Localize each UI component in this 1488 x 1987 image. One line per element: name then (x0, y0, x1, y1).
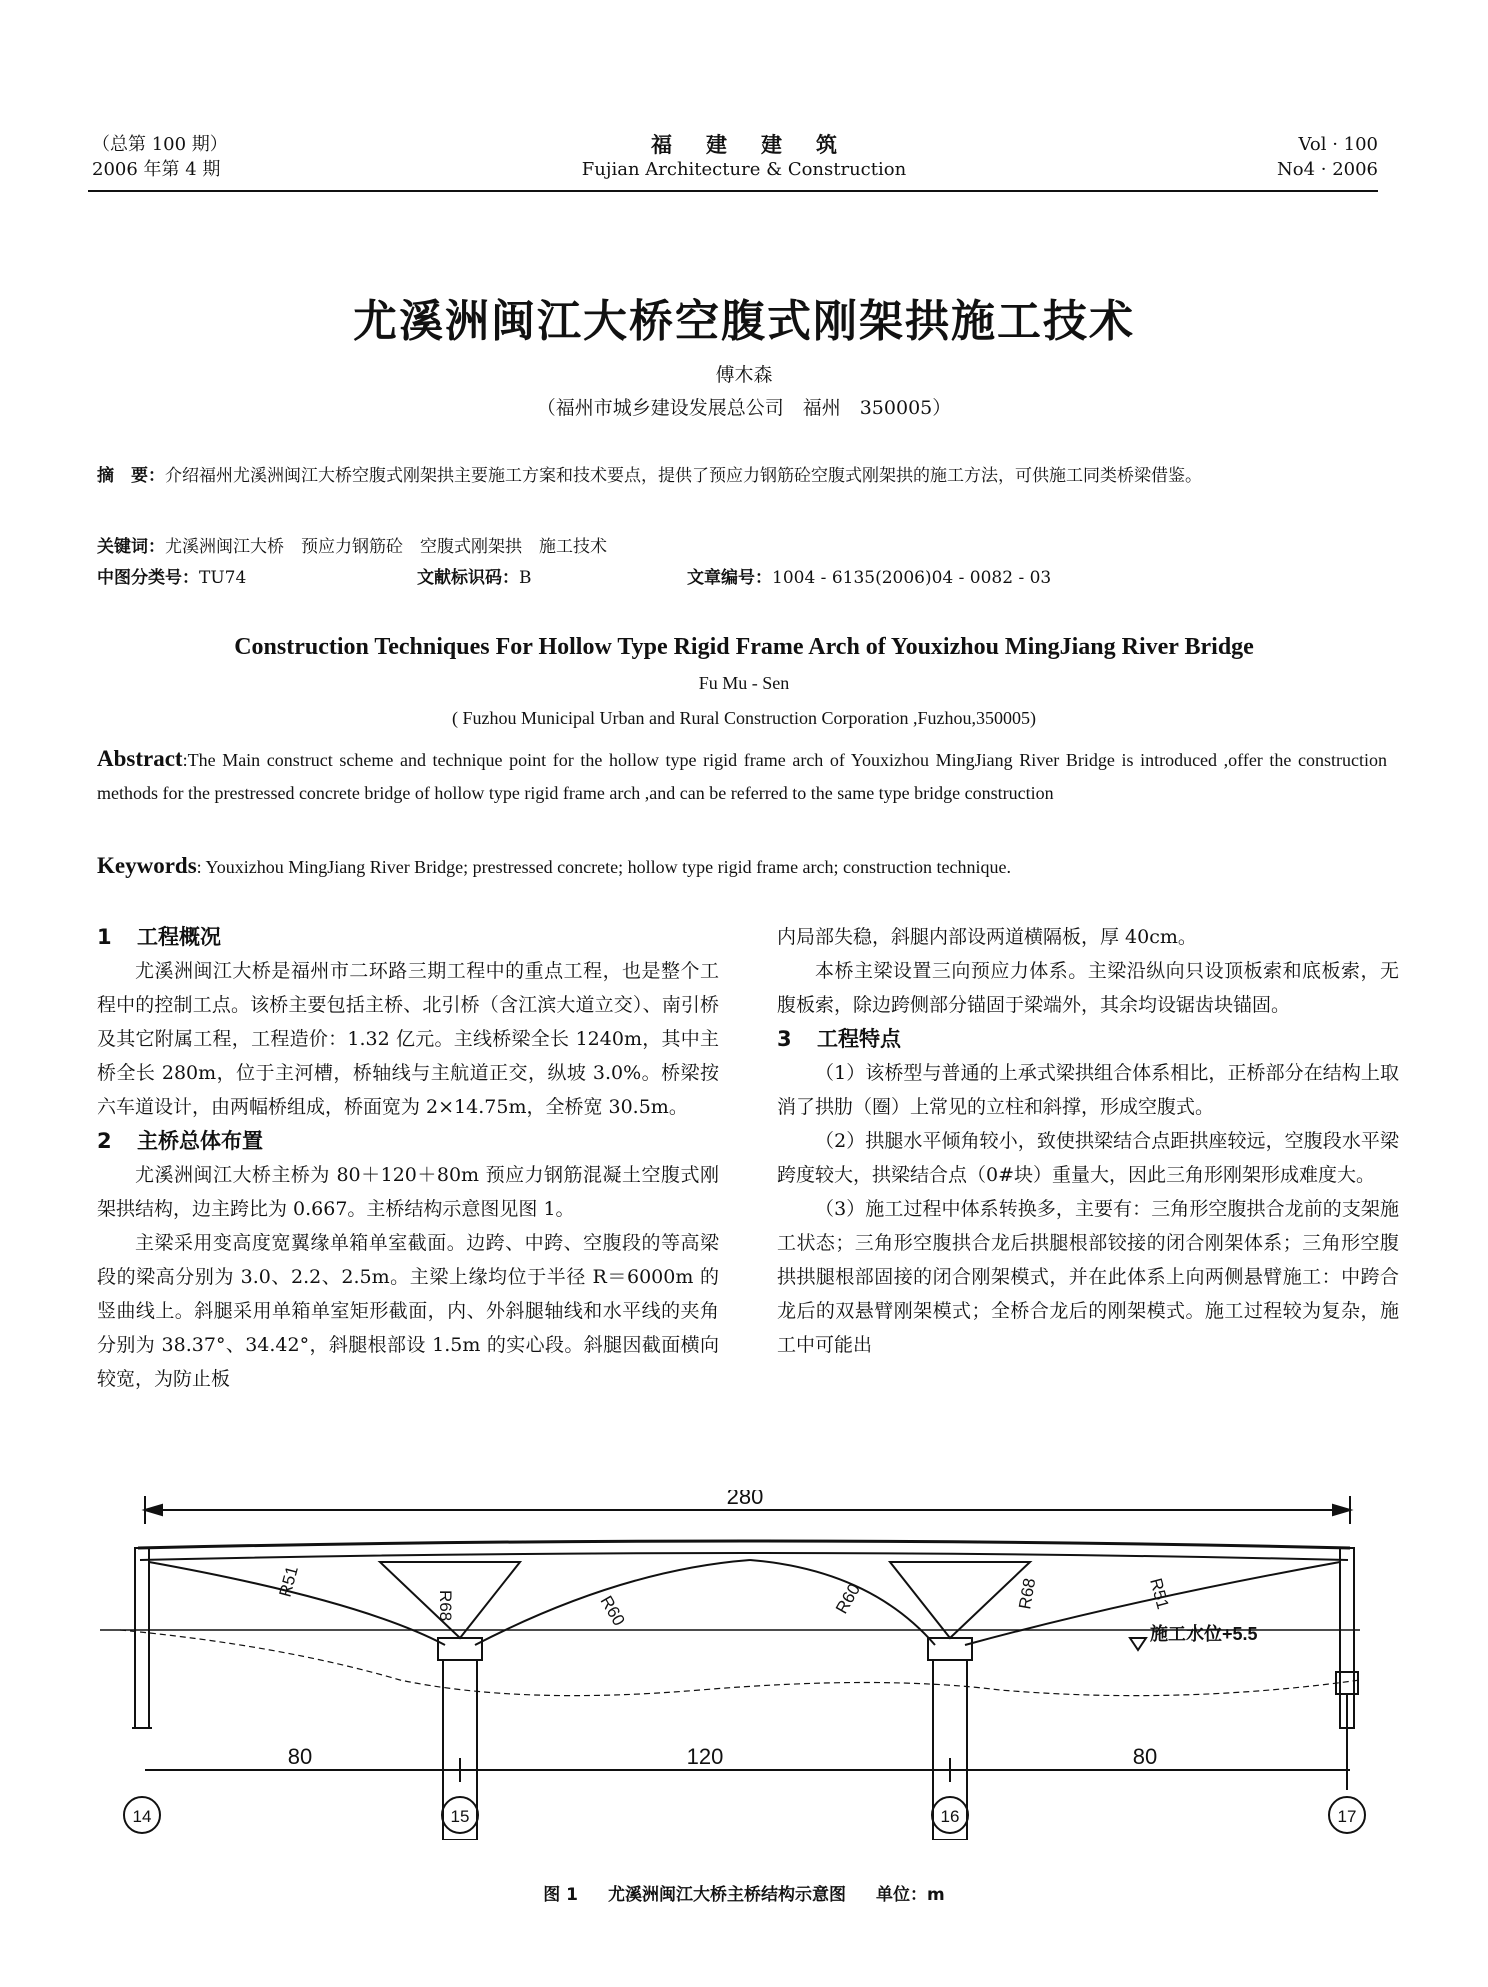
section-3-number: 3 (777, 1027, 792, 1051)
section-2-heading (97, 1124, 719, 1158)
span-right-label: 80 (1132, 1744, 1158, 1769)
water-level-symbol-icon (1130, 1638, 1146, 1650)
abstract-cn-label: 摘 要： (97, 466, 165, 486)
section-3-heading (777, 1022, 1399, 1056)
pier-number-14: 14 (132, 1807, 152, 1826)
paper-affiliation: （福州市城乡建设发展总公司 福州 350005） (536, 397, 952, 419)
body-left-column (97, 920, 719, 1396)
section-2-paragraph-3: 本桥主梁设置三向预应力体系。主梁沿纵向只设顶板索和底板索，无腹板索，除边跨侧部分锚固于梁端外，其余均设锯齿块锚固。 (777, 960, 1399, 1016)
section-1-title: 工程概况 (137, 925, 221, 949)
bridge-deck-bottom (140, 1553, 1348, 1560)
journal-name-en: Fujian Architecture & Construction (581, 159, 907, 180)
pier-number-17: 17 (1337, 1807, 1357, 1826)
section-1-paragraph-1: 尤溪洲闽江大桥是福州市二环路三期工程中的重点工程，也是整个工程中的控制工点。该桥主要包括主桥、北引桥（含江滨大道立交）、南引桥及其它附属工程，工程造价：1.32 亿元。主线桥梁全长 1240m，其中主桥全长 280m，位于主河槽，桥轴线与主航道正交，纵坡 3.0%。桥梁按六车道设计，由两幅桥组成，桥面宽为 2×14.75m，全桥宽 30.5m。 (97, 960, 719, 1118)
pier-15-cap (438, 1638, 482, 1660)
dimension-arrow-left (145, 1505, 162, 1515)
clc-item (97, 564, 417, 593)
figure-caption (0, 1880, 1488, 1905)
issue-year: 2006 年第 4 期 (92, 159, 221, 180)
paper-title: 尤溪洲闽江大桥空腹式刚架拱施工技术 (353, 296, 1135, 347)
section-1-heading (97, 920, 719, 954)
pier-16-triangle-frame (890, 1562, 1030, 1638)
abstract-cn (97, 462, 1387, 491)
clc-label: 中图分类号： (97, 568, 199, 588)
header-rule (88, 190, 1378, 192)
radius-label-3: R60 (596, 1592, 629, 1630)
volume: Vol · 100 (1298, 134, 1378, 155)
dimension-arrow-right (1333, 1505, 1350, 1515)
section-2-number: 2 (97, 1129, 112, 1153)
clc-value: TU74 (199, 568, 247, 588)
english-title: Construction Techniques For Hollow Type Rigid Frame Arch of Youxizhou MingJiang River Bridge (234, 634, 1254, 660)
section-3-item-1: （1）该桥型与普通的上承式梁拱组合体系相比，正桥部分在结构上取消了拱肋（圈）上常见的立柱和斜撑，形成空腹式。 (777, 1062, 1399, 1118)
journal-name-cn: 福建建筑 (651, 132, 871, 157)
section-3-title: 工程特点 (817, 1027, 901, 1051)
article-number-item (687, 564, 1051, 593)
issue-info (92, 132, 228, 182)
diagram-lines (100, 1496, 1365, 1840)
bridge-deck-top (138, 1541, 1350, 1548)
keywords-cn-label: 关键词： (97, 537, 165, 557)
classification-row (97, 564, 1387, 593)
radius-label-4: R60 (832, 1580, 865, 1617)
section-2-paragraph-1: 尤溪洲闽江大桥主桥为 80＋120＋80m 预应力钢筋混凝土空腹式刚架拱结构，边主跨比为 0.667。主桥结构示意图见图 1。 (97, 1164, 719, 1220)
water-level-label: 施工水位+5.5 (1150, 1624, 1258, 1644)
section-2-paragraph-2-continued: 内局部失稳，斜腿内部设两道横隔板，厚 40cm。 (777, 926, 1197, 948)
keywords-cn (97, 533, 1387, 562)
pier-number-16: 16 (940, 1807, 960, 1826)
radius-label-1: R51 (275, 1563, 302, 1600)
total-span-label: 280 (726, 1490, 764, 1509)
article-number-value: 1004 - 6135(2006)04 - 0082 - 03 (772, 568, 1052, 588)
figure-caption-text: 尤溪洲闽江大桥主桥结构示意图 (608, 1885, 847, 1905)
keywords-cn-text: 尤溪洲闽江大桥 预应力钢筋砼 空腹式刚架拱 施工技术 (165, 537, 607, 557)
radius-label-6: R51 (1146, 1576, 1173, 1612)
section-2-paragraph-2: 主梁采用变高度宽翼缘单箱单室截面。边跨、中跨、空腹段的等高梁段的梁高分别为 3.0、2.2、2.5m。主梁上缘均位于半径 R＝6000m 的竖曲线上。斜腿采用单箱单室矩形截面，内、外斜腿轴线和水平线的夹角分别为 38.37°、34.42°，斜腿根部设 1.5m 的实心段。斜腿因截面横向较宽，为防止板 (97, 1232, 719, 1390)
doc-code-item (417, 564, 687, 593)
doc-code-label: 文献标识码： (417, 568, 519, 588)
pier-number-15: 15 (450, 1807, 470, 1826)
issue-total: （总第 100 期） (92, 134, 228, 155)
radius-label-2: R68 (436, 1590, 455, 1622)
section-1-number: 1 (97, 925, 112, 949)
abutment-left (135, 1548, 149, 1728)
bridge-elevation-diagram (100, 1490, 1390, 1840)
section-3-item-2: （2）拱腿水平倾角较小，致使拱梁结合点距拱座较远，空腹段水平梁跨度较大，拱梁结合点（0#块）重量大，因此三角形刚架形成难度大。 (777, 1130, 1399, 1186)
english-keywords-label: Keywords (97, 853, 197, 878)
english-abstract-label: Abstract (97, 746, 183, 771)
volume-info (1277, 132, 1378, 182)
issue-number: No4 · 2006 (1276, 159, 1378, 180)
body-right-column (777, 920, 1399, 1362)
english-abstract (97, 742, 1387, 810)
section-3-item-3: （3）施工过程中体系转换多，主要有：三角形空腹拱合龙前的支架施工状态；三角形空腹拱合龙后拱腿根部铰接的闭合刚架体系；三角形空腹拱拱腿根部固接的闭合刚架模式，并在此体系上向两侧悬臂施工：中跨合龙后的双悬臂刚架模式；全桥合龙后的刚架模式。施工过程较为复杂，施工中可能出 (777, 1198, 1399, 1356)
english-keywords (97, 849, 1387, 884)
abstract-cn-text: 介绍福州尤溪洲闽江大桥空腹式刚架拱主要施工方案和技术要点，提供了预应力钢筋砼空腹式刚架拱的施工方法，可供施工同类桥梁借鉴。 (165, 466, 1202, 486)
section-2-title: 主桥总体布置 (137, 1129, 263, 1153)
pier-16-cap (928, 1638, 972, 1660)
span-middle-label: 120 (686, 1744, 724, 1769)
radius-label-5: R68 (1015, 1576, 1040, 1611)
figure-caption-unit: 单位：m (876, 1885, 945, 1905)
english-keywords-text: : Youxizhou MingJiang River Bridge; prestressed concrete; hollow type rigid frame arch; construction technique. (196, 857, 1011, 877)
english-affiliation: ( Fuzhou Municipal Urban and Rural Construction Corporation ,Fuzhou,350005) (452, 708, 1036, 728)
english-author: Fu Mu - Sen (698, 673, 790, 693)
figure-caption-label: 图 1 (543, 1885, 579, 1905)
paper-author: 傅木森 (715, 364, 773, 386)
article-number-label: 文章编号： (687, 568, 772, 588)
journal-name (400, 132, 1088, 182)
english-abstract-text: :The Main construct scheme and technique point for the hollow type rigid frame arch of Youxizhou MingJiang River Bridge is introduced ,offer the construction methods for the prestressed concrete bridge of hollow type rigid frame arch ,and can be referred to the same type bridge construction (97, 750, 1387, 803)
span-left-label: 80 (287, 1744, 313, 1769)
doc-code-value: B (519, 568, 532, 588)
